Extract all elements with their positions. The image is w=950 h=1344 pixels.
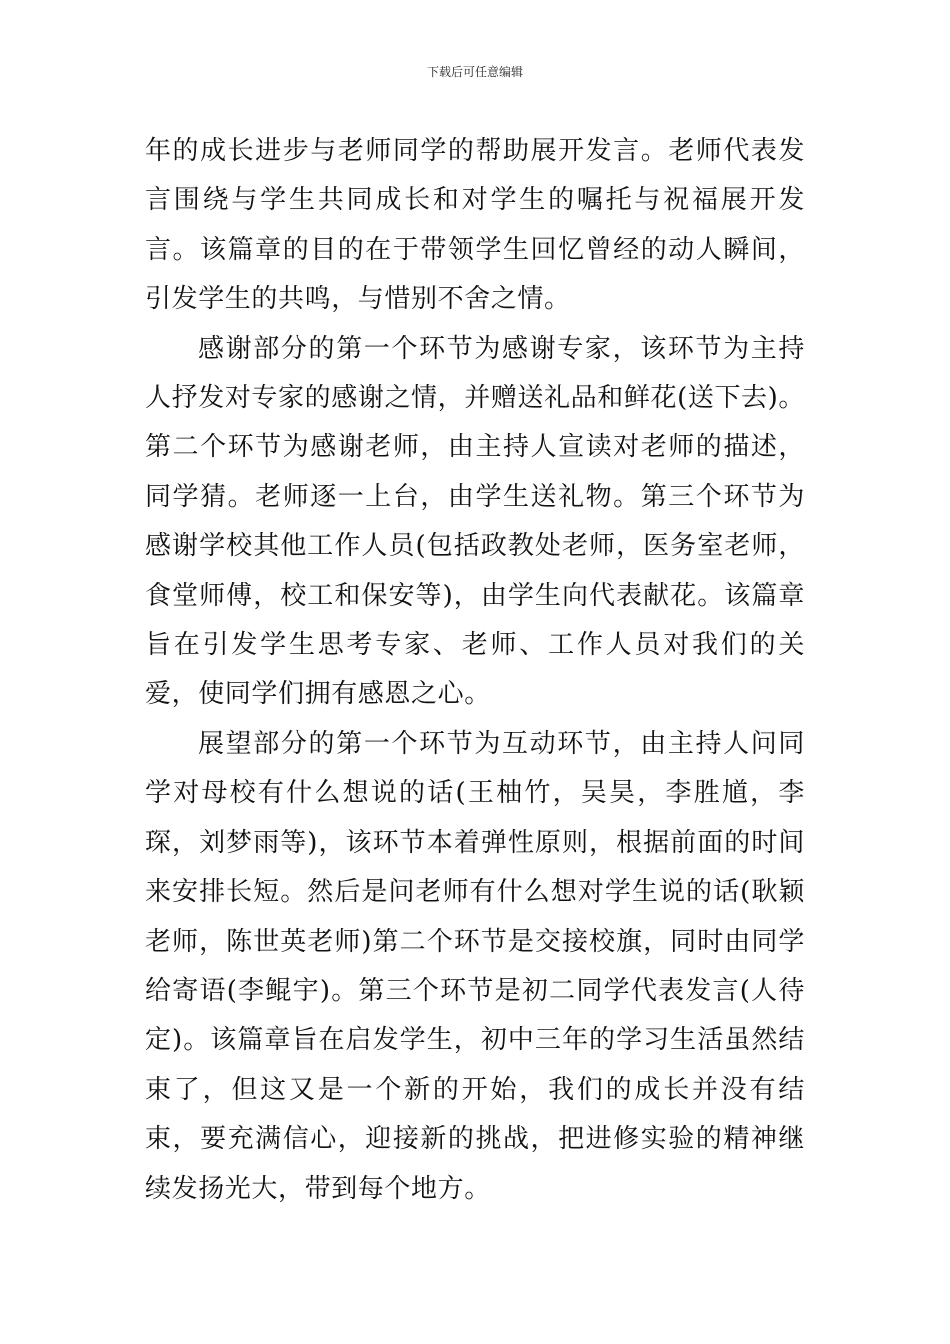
paragraph-thanks: 感谢部分的第一个环节为感谢专家，该环节为主持人抒发对专家的感谢之情，并赠送礼品和鲜花(送下去)。第二个环节为感谢老师，由主持人宣读对老师的描述，同学猜。老师逐一上台，由学生送礼物。第三个环节为感谢学校其他工作人员(包括政教处老师，医务室老师，食堂师傅，校工和保安等)，由学生向代表献花。该篇章旨在引发学生思考专家、老师、工作人员对我们的关爱，使同学们拥有感恩之心。 bbox=[145, 333, 805, 710]
paragraph-outlook: 展望部分的第一个环节为互动环节，由主持人问同学对母校有什么想说的话(王柚竹，吴昊，李胜馗，李琛，刘梦雨等)，该环节本着弹性原则，根据前面的时间来安排长短。然后是问老师有什么想对学生说的话(耿颖老师，陈世英老师)第二个环节是交接校旗，同时由同学给寄语(李鲲宇)。第三个环节是初二同学代表发言(人待定)。该篇章旨在启发学生，初中三年的学习生活虽然结束了，但这又是一个新的开始，我们的成长并没有结束，要充满信心，迎接新的挑战，把进修实验的精神继续发扬光大，带到每个地方。 bbox=[145, 728, 805, 1204]
document-body bbox=[145, 127, 805, 1214]
page-header: 下载后可任意编辑 bbox=[426, 65, 523, 79]
paragraph-speeches: 年的成长进步与老师同学的帮助展开发言。老师代表发言围绕与学生共同成长和对学生的嘱托与祝福展开发言。该篇章的目的在于带领学生回忆曾经的动人瞬间，引发学生的共鸣，与惜别不舍之情。 bbox=[145, 136, 805, 315]
